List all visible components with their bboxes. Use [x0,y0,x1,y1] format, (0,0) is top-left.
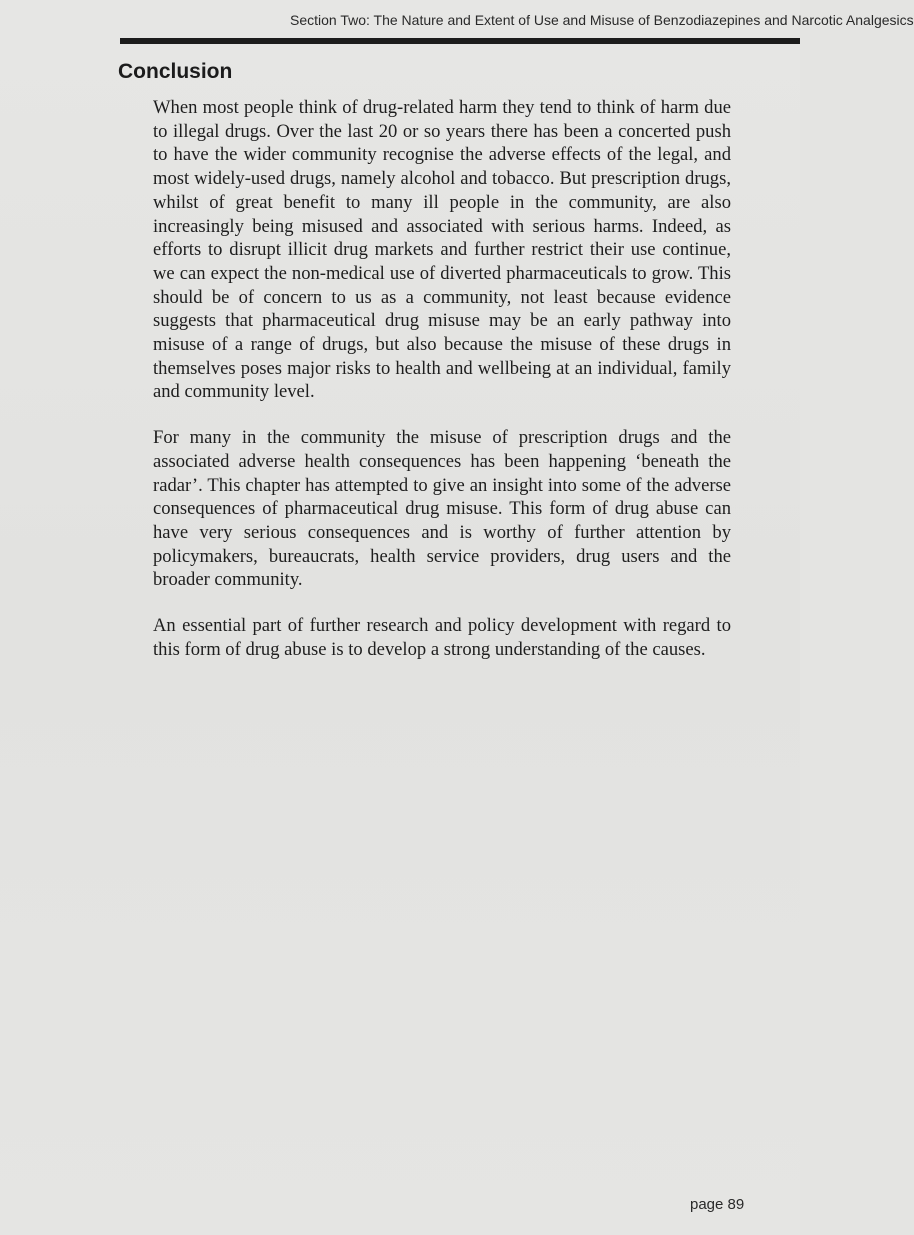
running-header: Section Two: The Nature and Extent of Use and Misuse of Benzodiazepines and Narcotic Analgesics [290,12,914,28]
header-rule [120,38,800,44]
body-text [153,96,731,683]
paragraph: For many in the community the misuse of prescription drugs and the associated adverse health consequences has been happening ‘beneath the radar’. This chapter has attempted to give an insight into some of the adverse consequences of pharmaceutical drug misuse. This form of drug abuse can have very serious consequences and is worthy of further attention by policymakers, bureaucrats, health service providers, drug users and the broader community. [153,427,731,591]
paragraph: When most people think of drug-related harm they tend to think of harm due to illegal drugs. Over the last 20 or so years there has been a concerted push to have the wider community recognise the adverse effects of the legal, and most widely-used drugs, namely alcohol and tobacco. But prescription drugs, whilst of great benefit to many ill people in the community, are also increasingly being misused and associated with serious harms. Indeed, as efforts to disrupt illicit drug markets and further restrict their use continue, we can expect the non-medical use of diverted pharmaceuticals to grow. This should be of concern to us as a community, not least because evidence suggests that pharmaceutical drug misuse may be an early pathway into misuse of a range of drugs, but also because the misuse of these drugs in themselves poses major risks to health and wellbeing at an individual, family and community level. [153,97,731,403]
paragraph: An essential part of further research and policy development with regard to this form of drug abuse is to develop a strong understanding of the causes. [153,615,731,660]
section-title: Conclusion [118,60,233,83]
page-number: page 89 [690,1196,745,1213]
